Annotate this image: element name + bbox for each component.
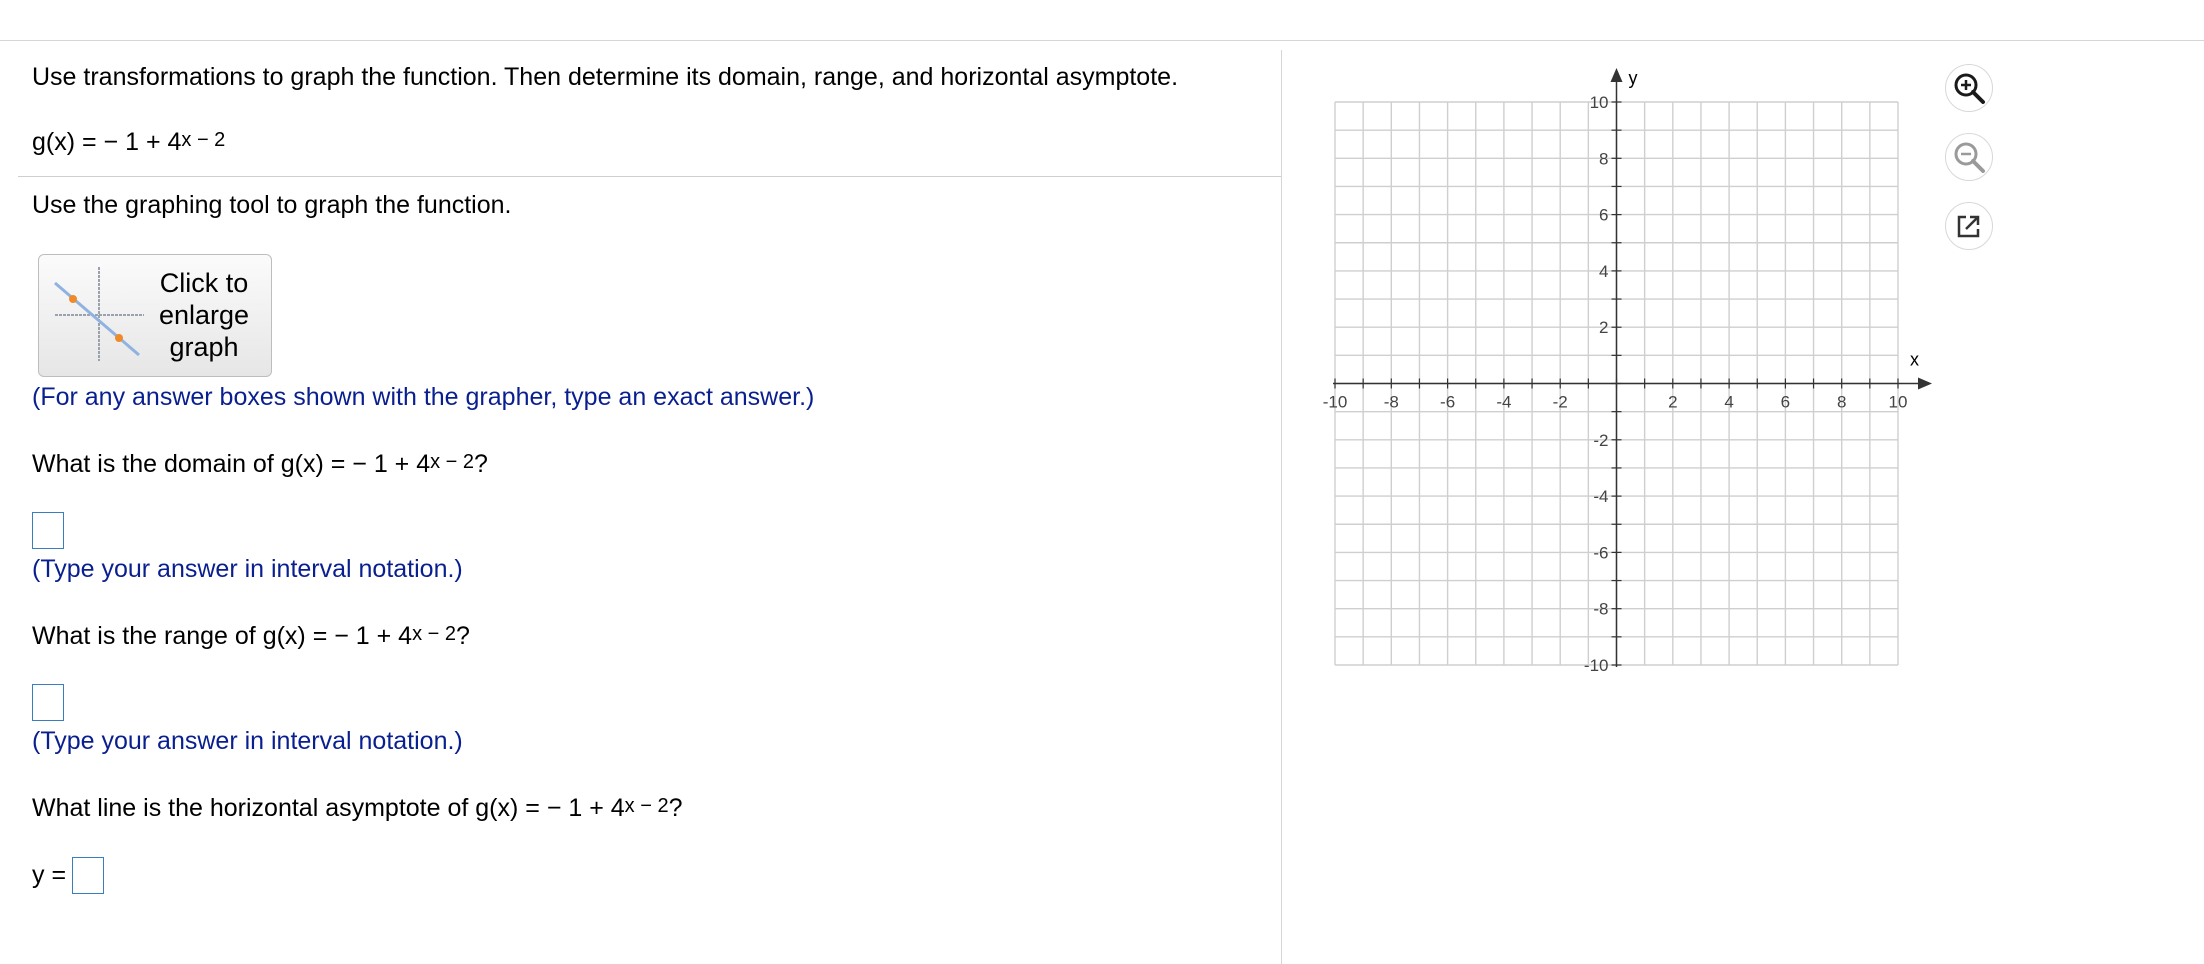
range-question-function: g(x) = − 1 + 4 [262,622,413,650]
range-question-prefix: What is the range of [32,622,263,650]
range-question [32,621,470,653]
y-tick-label: 4 [1599,261,1609,281]
function-definition [32,127,225,159]
range-answer-input[interactable] [32,684,64,721]
zoom-out-icon [1951,139,1987,175]
x-tick-label: 8 [1836,392,1847,412]
y-tick-label: -10 [1583,656,1609,675]
y-tick-label: 8 [1599,149,1609,169]
popout-icon [1954,211,1984,241]
y-tick-label: 6 [1599,205,1609,225]
y-tick-label: -4 [1593,487,1609,507]
y-axis-arrow [1611,68,1623,82]
asymptote-answer-prefix: y = [32,861,67,889]
asymptote-question [32,793,683,825]
y-axis-label: y [1628,68,1638,88]
graph-thumbnail-icon [51,263,146,363]
asymptote-question-function: g(x) = − 1 + 4 [475,794,625,822]
asymptote-question-prefix: What line is the horizontal asymptote of [32,794,476,822]
panel-divider [1281,50,1282,964]
domain-question-suffix: ? [474,450,488,478]
popout-button[interactable] [1945,202,1993,250]
asymptote-question-exponent: x − 2 [624,795,669,817]
x-tick-label: -6 [1440,392,1456,412]
domain-answer-input[interactable] [32,512,64,549]
function-base: g(x) = − 1 + 4 [32,128,182,156]
enlarge-graph-label: Click to enlarge graph [158,268,250,362]
x-axis-arrow [1918,378,1932,390]
x-tick-label: -4 [1496,392,1512,412]
x-tick-label: -8 [1383,392,1399,412]
asymptote-question-suffix: ? [668,794,683,822]
x-tick-label: -10 [1322,392,1348,412]
domain-format-note: (Type your answer in interval notation.) [32,555,463,583]
x-tick-label: 6 [1780,392,1791,412]
x-tick-label: 4 [1724,392,1734,412]
domain-question-function: g(x) = − 1 + 4 [280,450,431,478]
range-question-exponent: x − 2 [412,623,456,645]
x-tick-label: 10 [1888,392,1908,412]
exact-answer-note: (For any answer boxes shown with the grapher, type an exact answer.) [32,383,815,411]
zoom-in-button[interactable] [1945,64,1993,112]
instructions-text: Use transformations to graph the function. Then determine its domain, range, and horizontal asymptote. [32,63,1179,91]
range-format-note: (Type your answer in interval notation.) [32,727,463,755]
graph-instruction: Use the graphing tool to graph the function. [32,191,512,219]
graphing-area[interactable] [1300,60,1960,680]
y-tick-label: 10 [1589,93,1609,112]
zoom-out-button[interactable] [1945,133,1993,181]
enlarge-graph-button[interactable] [38,254,272,377]
domain-question-exponent: x − 2 [430,451,475,473]
question-divider [18,176,1281,177]
x-tick-label: 2 [1668,392,1678,412]
y-tick-label: -8 [1593,599,1609,619]
domain-question-prefix: What is the domain of [32,450,281,478]
function-exponent: x − 2 [181,129,226,151]
zoom-in-icon [1951,70,1987,106]
domain-question [32,449,488,481]
x-tick-label: -2 [1552,392,1568,412]
y-tick-label: 2 [1599,318,1609,338]
range-question-suffix: ? [456,622,470,650]
asymptote-answer-input[interactable] [72,857,104,894]
x-axis-label: x [1910,349,1919,370]
y-tick-label: -6 [1593,543,1609,563]
y-tick-label: -2 [1593,430,1609,450]
top-border [0,40,2204,41]
